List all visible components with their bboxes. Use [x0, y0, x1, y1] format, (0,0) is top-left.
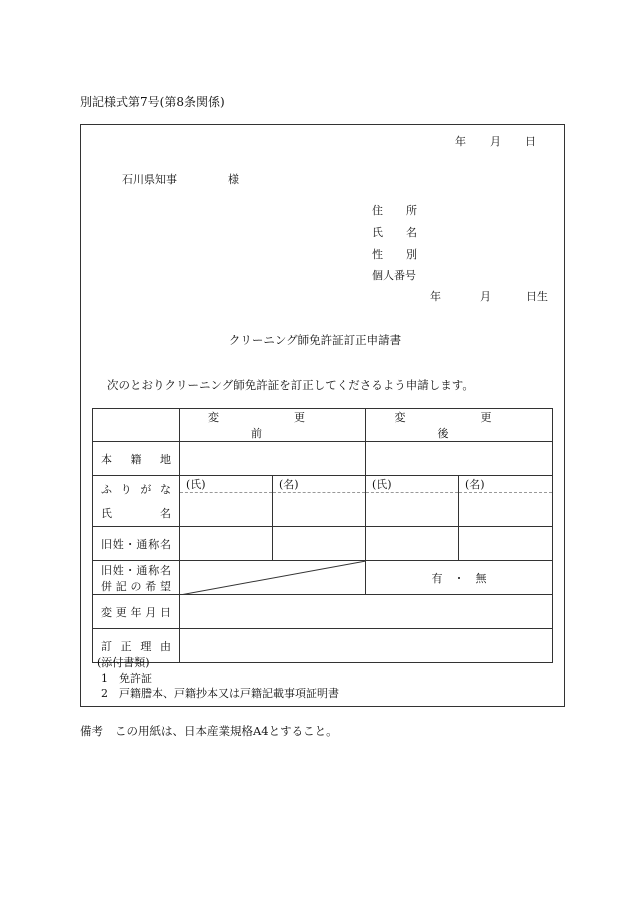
addressee-name: 石川県知事 [122, 173, 177, 186]
header-before: 変 更 前 [180, 409, 366, 442]
label-combine [93, 561, 180, 595]
note-text: この用紙は、日本産業規格A4とすること。 [115, 724, 338, 738]
old-name-after-given[interactable] [459, 527, 553, 561]
before-family-sub: (氏) [180, 476, 273, 493]
after-family-sub: (氏) [366, 476, 459, 493]
label-old-name: 旧姓・通称名 [93, 527, 180, 561]
birth-day: 日生 [526, 290, 548, 303]
intro-text: 次のとおりクリーニング師免許証を訂正してくださるよう申請します。 [107, 378, 474, 392]
label-name: 氏名 [101, 507, 171, 520]
change-table [92, 408, 567, 663]
honseki-before-field[interactable] [180, 442, 366, 476]
honseki-after-field[interactable] [366, 442, 553, 476]
date-day: 日 [525, 135, 536, 148]
label-reason: 訂正理由 [93, 629, 180, 663]
label-furigana-name [93, 476, 180, 527]
label-combine-line2: 併記の希望 [101, 579, 171, 593]
attachment-1-number: 1 [101, 672, 108, 685]
label-honseki: 本籍地 [93, 442, 180, 476]
old-name-before-family[interactable] [180, 527, 273, 561]
attachment-2-number: 2 [101, 687, 108, 700]
attachment-1: 免許証 [119, 672, 152, 685]
form-number: 別記様式第7号(第8条関係) [80, 95, 225, 109]
applicant-id-label: 個人番号 [372, 269, 416, 282]
old-name-after-family[interactable] [366, 527, 459, 561]
birth-year: 年 [430, 290, 441, 303]
after-given-sub: (名) [459, 476, 553, 493]
note-label: 備考 [80, 724, 103, 738]
attachments-heading: (添付書類) [97, 656, 150, 669]
after-given-field[interactable] [459, 493, 553, 527]
before-given-sub: (名) [273, 476, 366, 493]
applicant-name-label: 氏 名 [372, 226, 423, 239]
attachment-2: 戸籍謄本、戸籍抄本又は戸籍記載事項証明書 [119, 687, 339, 700]
old-name-before-given[interactable] [273, 527, 366, 561]
label-furigana: ふりがな [101, 483, 171, 496]
diagonal-strike [180, 561, 366, 595]
before-family-field[interactable] [180, 493, 273, 527]
before-given-field[interactable] [273, 493, 366, 527]
yes-no-choice[interactable]: 有 ・ 無 [366, 561, 553, 595]
header-after: 変 更 後 [366, 409, 553, 442]
reason-field[interactable] [180, 629, 553, 663]
applicant-sex-label: 性 別 [372, 248, 423, 261]
change-date-field[interactable] [180, 595, 553, 629]
label-combine-line1: 旧姓・通称名 [101, 563, 171, 577]
date-year: 年 [455, 135, 466, 148]
applicant-address-label: 住 所 [372, 204, 423, 217]
addressee-honorific: 様 [228, 173, 239, 186]
after-family-field[interactable] [366, 493, 459, 527]
date-month: 月 [490, 135, 501, 148]
label-change-date: 変更年月日 [93, 595, 180, 629]
header-blank [93, 409, 180, 442]
combine-before-void [180, 561, 366, 595]
birth-month: 月 [480, 290, 491, 303]
document-title: クリーニング師免許証訂正申請書 [228, 333, 402, 347]
